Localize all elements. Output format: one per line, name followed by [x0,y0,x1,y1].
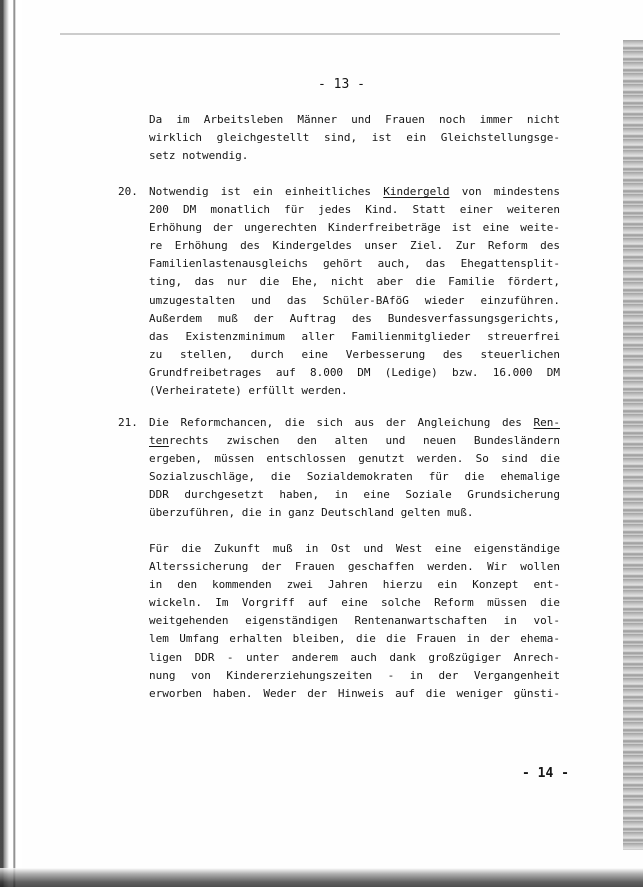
text-line: ting, das nur die Ehe, nicht aber die Familie fördert, [149,275,560,289]
text-line: wirklich gleichgestellt sind, ist ein Gleichstellungsge- [149,131,560,145]
page-number: - 13 - [318,77,365,92]
renten-underlined: ten [149,434,169,448]
text-line: DDR durchgesetzt haben, in eine Soziale Grundsicherung [149,488,560,502]
text-line: in den kommenden zwei Jahren hierzu ein Konzept ent- [149,578,560,592]
paragraph-alterssicherung [149,540,560,703]
text-line: Außerdem muß der Auftrag des Bundesverfassungsgerichts, [149,311,560,325]
text-line: Alterssicherung der Frauen geschaffen werden. Wir wollen [149,560,560,574]
intro-paragraph [149,111,560,165]
scan-edge-left [0,0,22,887]
text-line: zu stellen, durch eine Verbesserung des steuerlichen [149,347,560,361]
text-line: Für die Zukunft muß in Ost und West eine eigenständige [149,542,560,555]
next-page-marker: - 14 - [522,766,569,781]
text-line [149,183,560,201]
renten-underlined: Ren- [533,416,560,429]
text-line: Familienlastenausgleichs gehört auch, das Ehegattensplit- [149,257,560,271]
text-line: weitgehenden eigenständigen Rentenanwartschaften in vol- [149,614,560,628]
text-run: Notwendig ist ein einheitliches [149,185,384,198]
text-line: ligen DDR - unter anderem auch dank großzügiger Anrech- [149,650,560,664]
text-line: lem Umfang erhalten bleiben, die die Frauen in der ehema- [149,632,560,646]
text-line: Da im Arbeitsleben Männer und Frauen noch immer nicht [149,113,560,126]
text-line [149,432,560,450]
text-line: Erhöhung der ungerechten Kinderfreibeträge ist eine weite- [149,221,560,235]
item-number-20: 20. [118,185,138,198]
scan-edge-bottom [0,868,643,887]
text-line: 200 DM monatlich für jedes Kind. Statt einer weiteren [149,203,560,217]
text-line: das Existenzminimum aller Familienmitglieder streuerfrei [149,329,560,343]
scan-edge-right [623,40,643,850]
kindergeld-underlined: Kindergeld [383,185,450,198]
text-line: überzuführen, die in ganz Deutschland gelten muß. [149,506,474,520]
text-line: umzugestalten und das Schüler-BAföG wieder einzuführen. [149,293,560,307]
text-line: (Verheiratete) erfüllt werden. [149,384,348,398]
text-line: re Erhöhung des Kindergeldes unser Ziel. Zur Reform des [149,239,560,253]
item-20-paragraph [149,183,560,400]
text-line: nung von Kindererziehungszeiten - in der Vergangenheit [149,668,560,682]
item-21-paragraph [149,414,560,523]
text-line: Sozialzuschläge, die Sozialdemokraten für die ehemalige [149,470,560,484]
text-run: Die Reformchancen, die sich aus der Angleichung des [149,416,534,429]
scan-edge-top [60,33,560,35]
text-line: ergeben, müssen entschlossen genutzt werden. So sind die [149,452,560,466]
item-number-21: 21. [118,416,138,429]
text-line: Grundfreibetrages auf 8.000 DM (Ledige) bzw. 16.000 DM [149,365,560,379]
text-run: rechts zwischen den alten und neuen Bundesländern [168,434,560,448]
text-line: erworben haben. Weder der Hinweis auf die weniger günsti- [149,686,560,700]
text-line: wickeln. Im Vorgriff auf eine solche Reform müssen die [149,596,560,610]
text-line [149,414,560,432]
text-run: von mindestens [449,185,561,198]
text-line: setz notwendig. [149,149,249,163]
